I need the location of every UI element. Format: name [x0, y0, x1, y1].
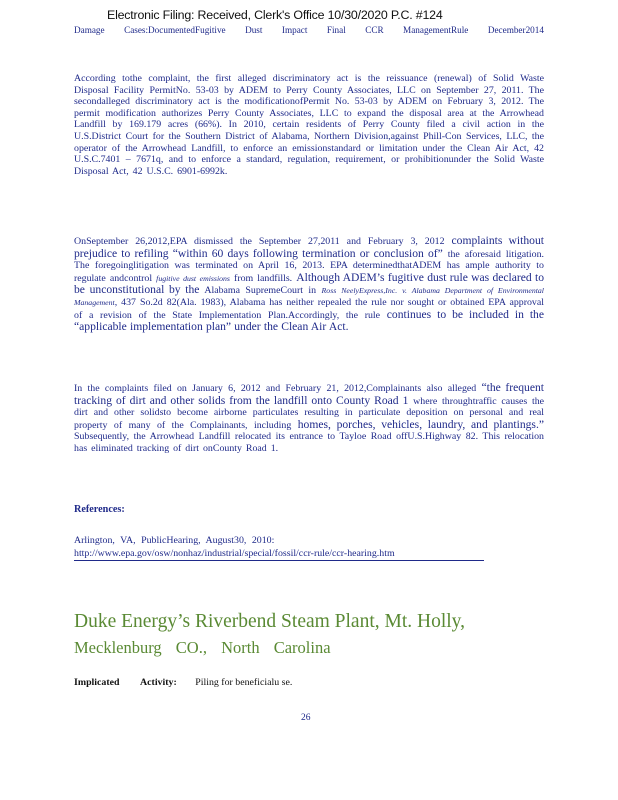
page-number: 26	[301, 713, 311, 723]
section-title	[74, 609, 465, 661]
text-run: where throughtraffic causes the dirt and other solidsto become airborne particulates resulting in particulate deposition on personal and real property of many of the Complainants, including	[74, 395, 545, 431]
implicated-activity	[74, 677, 292, 688]
references-heading: References:	[74, 504, 125, 515]
implicated-label: Implicated	[74, 677, 120, 688]
filing-stamp: Electronic Filing: Received, Clerk's Office 10/30/2020 P.C. #124	[107, 8, 443, 22]
running-header-part: Impact	[281, 25, 308, 35]
text-run: complaints without prejudice to refiling “within 60 days following termination or conclusion of”	[74, 234, 544, 260]
paragraph-epa-dismissal	[74, 235, 544, 334]
reference-link[interactable]: http://www.epa.gov/osw/nonhaz/industrial/special/fossil/ccr-rule/ccr-hearing.htm	[74, 548, 484, 561]
text-run: fugitive dust emissions	[156, 273, 230, 283]
activity-label: Activity:	[140, 677, 177, 688]
running-header-part: Damage	[74, 25, 105, 35]
activity-value: Piling for beneficialu se.	[195, 677, 293, 688]
running-header-part: Cases:DocumentedFugitive	[124, 25, 226, 35]
text-run: the aforesaid litigation. The foregoinglitigation was terminated on April 16, 2013. EPA determinedthatADEM has ample authority to regulate andcontrol	[74, 248, 544, 284]
text-run: Although ADEM’s fugitive dust rule was declared to be unconstitutional by the	[74, 270, 545, 297]
running-header-part: CCR	[365, 25, 384, 35]
running-header-part: ManagementRule	[403, 25, 469, 35]
text-run: “the frequent tracking of dirt and other solids from the landfill onto County Road 1	[74, 381, 544, 407]
text-run: from landfills.	[234, 272, 293, 284]
paragraph-complaint-summary: According tothe complaint, the first alleged discriminatory act is the reissuance (renewal) of Solid Waste Disposal Facility PermitNo. 53-03 by ADEM to Perry County Associates, LLC on September 27, 2011. The secondalleged discriminatory act is the modificationofPermit No. 53-03 by ADEM on February 3, 2012. The permit modification authorizes Perry County Associates, LLC to expand the disposal area at the Arrowhead Landfill by 169.179 acres (66%). In 2010, certain residents of Perry County filed a civil action in the U.S.District Court for the Southern District of Alabama, Northern Division,against Phill-Con Services, LLC, the operator of the Arrowhead Landfill, to enforce an emissionstandard or limitation under the Clean Air Act, 42 U.S.C.7401 – 7671q, and to enforce a standard, regulation, requirement, or prohibitionunder the Solid Waste Disposal Act, 42 U.S.C. 6901-6992k.	[74, 73, 544, 177]
running-header-part: December2014	[487, 25, 544, 35]
running-header-part: Final	[326, 25, 346, 35]
paragraph-tracking-complaint	[74, 382, 544, 455]
running-header-part: Dust	[245, 25, 263, 35]
text-run: homes, porches, vehicles, laundry, and plantings.”	[297, 417, 544, 431]
section-title-line: Mecklenburg CO., North Carolina	[74, 638, 331, 657]
text-run: Alabama SupremeCourt in	[204, 285, 317, 297]
text-run: , 437 So.2d 82(Ala. 1983), Alabama has neither repealed the rule nor sought or obtained EPA approval of a revision of the State Implementation Plan.Accordingly, the rule	[74, 296, 544, 321]
reference-entry: Arlington, VA, PublicHearing, August30, 2010:	[74, 535, 275, 546]
text-run: Subsequently, the Arrowhead Landfill relocated its entrance to Tayloe Road offU.S.Highway 82. This relocation has eliminated tracking of dirt onCounty Road 1.	[74, 431, 544, 454]
text-run: continues to be included in the “applicable implementation plan” under the Clean Air Act.	[74, 307, 544, 334]
running-header	[74, 25, 544, 35]
section-title-line: Duke Energy’s Riverbend Steam Plant, Mt. Holly,	[74, 611, 466, 632]
text-run: OnSeptember 26,2012,EPA dismissed the September 27,2011 and February 3, 2012	[74, 236, 445, 247]
text-run: In the complaints filed on January 6, 2012 and February 21, 2012,Complainants also alleged	[74, 383, 477, 394]
case-citation: Ross NeelyExpress,Inc. v. Alabama Department of Environmental Management	[74, 286, 544, 307]
